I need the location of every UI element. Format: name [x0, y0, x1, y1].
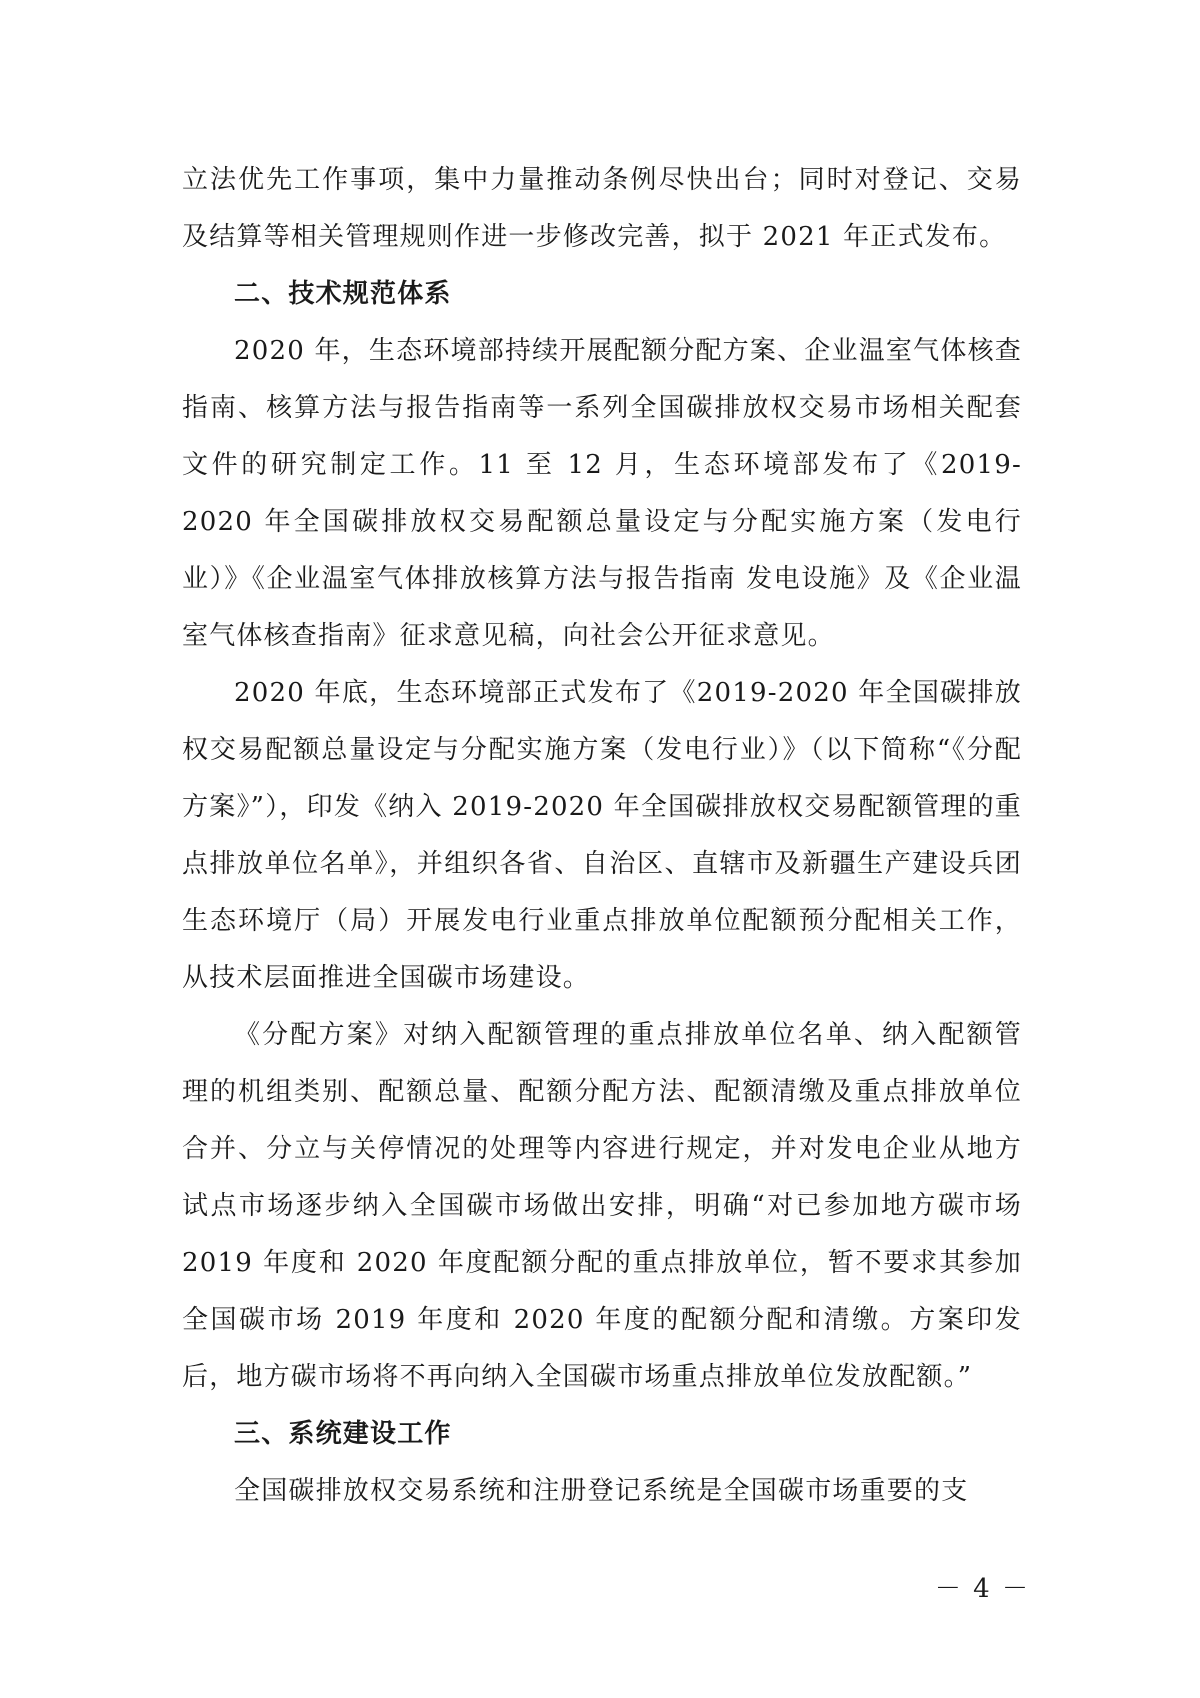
section-heading-technical-standards: 二、技术规范体系 — [234, 279, 452, 309]
paragraph-2020-standards: 2020 年，生态环境部持续开展配额分配方案、企业温室气体核查指南、核算方法与报告指南等一系列全国碳排放权交易市场相关配套文件的研究制定工作。11 至 12 月，生态环境部发布了《2019-2020 年全国碳排放权交易配额总量设定与分配实施方案（发电行业）》《企业温室气体排放核算方法与报告指南 发电设施》及《企业温室气体核查指南》征求意见稿，向社会公开征求意见。 — [182, 336, 1022, 651]
page-number: － 4 － — [934, 1574, 1030, 1604]
continuation-paragraph: 立法优先工作事项，集中力量推动条例尽快出台；同时对登记、交易及结算等相关管理规则作进一步修改完善，拟于 2021 年正式发布。 — [182, 165, 1022, 252]
paragraph-allocation-plan: 《分配方案》对纳入配额管理的重点排放单位名单、纳入配额管理的机组类别、配额总量、配额分配方法、配额清缴及重点排放单位合并、分立与关停情况的处理等内容进行规定，并对发电企业从地方试点市场逐步纳入全国碳市场做出安排，明确“对已参加地方碳市场 2019 年度和 2020 年度配额分配的重点排放单位，暂不要求其参加全国碳市场 2019 年度和 2020 年度的配额分配和清缴。方案印发后，地方碳市场将不再向纳入全国碳市场重点排放单位发放配额。” — [182, 1020, 1022, 1392]
paragraph-system-intro: 全国碳排放权交易系统和注册登记系统是全国碳市场重要的支 — [234, 1476, 969, 1506]
document-body — [182, 152, 1022, 1520]
section-heading-system-construction: 三、系统建设工作 — [234, 1419, 452, 1449]
paragraph-2020-year-end: 2020 年底，生态环境部正式发布了《2019-2020 年全国碳排放权交易配额总量设定与分配实施方案（发电行业）》（以下简称“《分配方案》”），印发《纳入 2019-2020 年全国碳排放权交易配额管理的重点排放单位名单》，并组织各省、自治区、直辖市及新疆生产建设兵团生态环境厅（局）开展发电行业重点排放单位配额预分配相关工作，从技术层面推进全国碳市场建设。 — [182, 678, 1022, 993]
